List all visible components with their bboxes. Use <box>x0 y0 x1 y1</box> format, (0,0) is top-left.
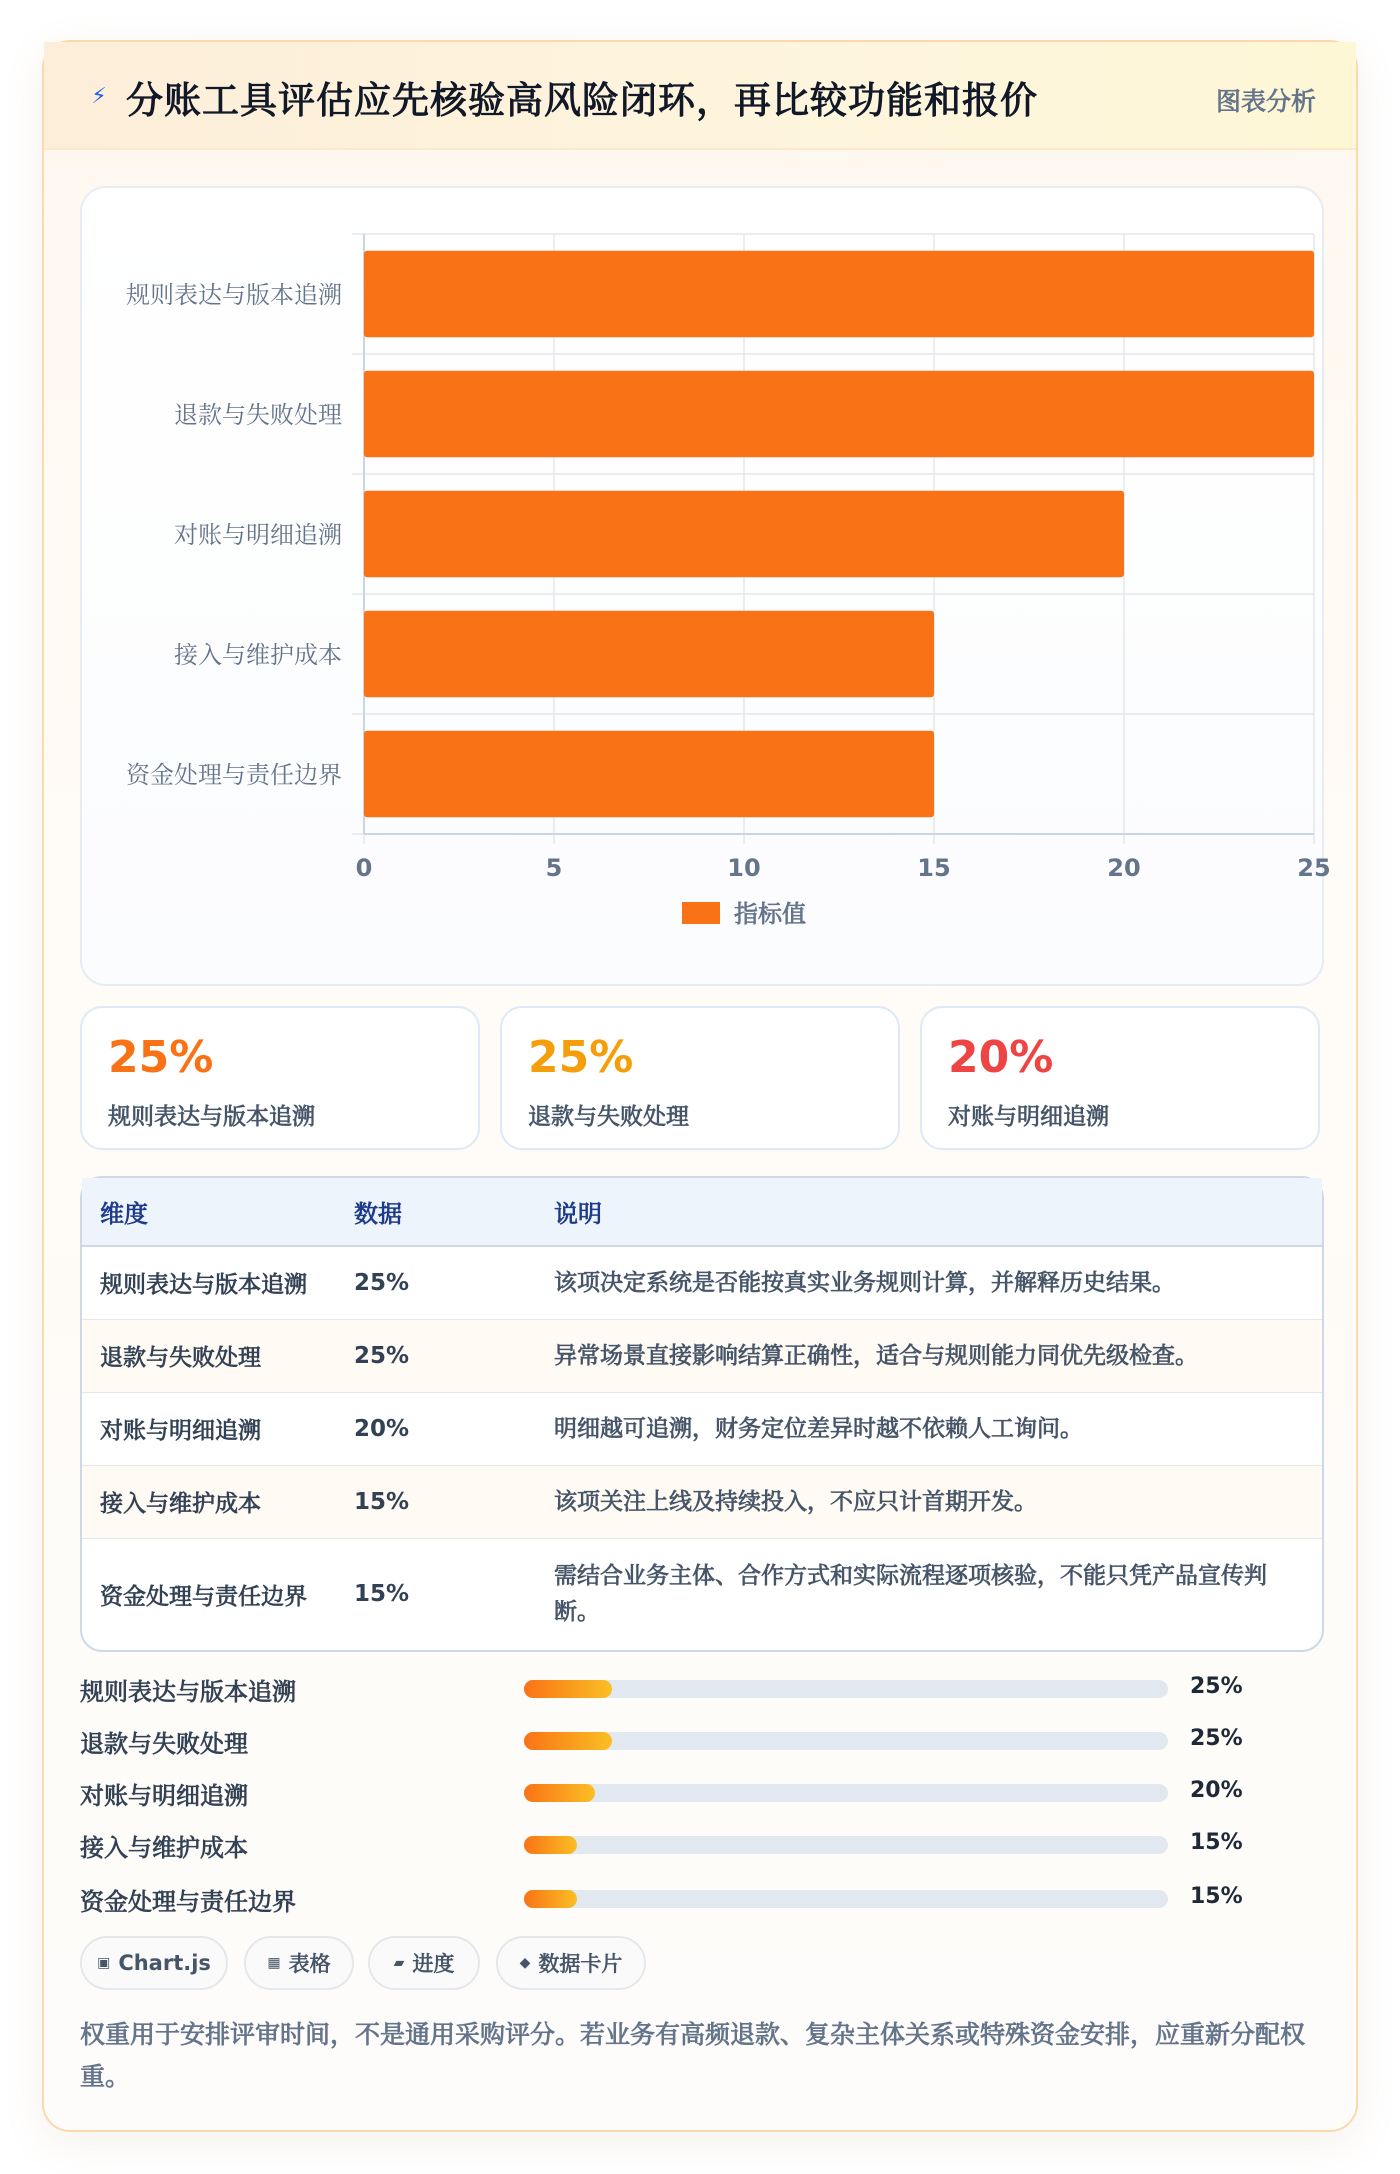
stat-card <box>920 1006 1320 1150</box>
x-tick-label: 25 <box>1297 854 1331 882</box>
diamond-icon: ◆ <box>519 1955 531 1971</box>
bar <box>364 371 1314 457</box>
table-cell: 异常场景直接影响结算正确性，适合与规则能力同优先级检查。 <box>554 1342 1198 1369</box>
table-row <box>82 1392 1322 1465</box>
bar <box>364 491 1124 577</box>
card-header <box>44 42 1356 150</box>
stat-label: 规则表达与版本追溯 <box>108 1104 315 1130</box>
bolt-icon: ⚡ <box>91 84 107 109</box>
progress-fill <box>524 1732 612 1750</box>
chip-table[interactable] <box>244 1936 354 1990</box>
progress-track <box>524 1784 1168 1802</box>
x-tick-label: 10 <box>727 854 761 882</box>
stat-card <box>500 1006 900 1150</box>
bar <box>364 611 934 697</box>
table-cell: 资金处理与责任边界 <box>100 1583 307 1610</box>
table-cell: 对账与明细追溯 <box>100 1418 261 1444</box>
table-cell: 该项决定系统是否能按真实业务规则计算，并解释历史结果。 <box>554 1269 1175 1296</box>
table-cell: 规则表达与版本追溯 <box>100 1272 307 1299</box>
progress-value: 15% <box>1190 1884 1243 1909</box>
stat-card <box>80 1006 480 1150</box>
progress-icon: ▰ <box>393 1955 405 1971</box>
progress-row <box>80 1722 1324 1758</box>
progress-value: 25% <box>1190 1726 1243 1751</box>
progress-fill <box>524 1784 595 1802</box>
chip-label: 数据卡片 <box>538 1952 623 1976</box>
y-tick-label: 资金处理与责任边界 <box>126 761 342 789</box>
y-tick-label: 规则表达与版本追溯 <box>126 281 342 309</box>
table-header-row <box>82 1178 1322 1246</box>
y-tick-label: 接入与维护成本 <box>174 641 342 669</box>
table-cell: 该项关注上线及持续投入，不应只计首期开发。 <box>554 1488 1037 1515</box>
chip-label: 进度 <box>412 1952 455 1976</box>
chip-progress[interactable] <box>368 1936 480 1990</box>
x-tick-label: 5 <box>545 854 563 882</box>
legend-label: 指标值 <box>734 900 806 928</box>
progress-fill <box>524 1836 577 1854</box>
table-cell: 25% <box>354 1342 410 1369</box>
chip-label: Chart.js <box>118 1951 211 1975</box>
progress-label: 规则表达与版本追溯 <box>80 1678 296 1706</box>
chip-data-cards[interactable] <box>496 1936 646 1990</box>
column-header: 说明 <box>554 1178 1322 1246</box>
column-header: 维度 <box>82 1178 354 1246</box>
y-tick-label: 退款与失败处理 <box>174 401 342 429</box>
progress-track <box>524 1836 1168 1854</box>
progress-row <box>80 1670 1324 1706</box>
legend-swatch <box>682 902 720 924</box>
stat-label: 退款与失败处理 <box>528 1104 689 1130</box>
table-cell: 退款与失败处理 <box>100 1345 261 1371</box>
progress-label: 接入与维护成本 <box>80 1834 248 1862</box>
chart-icon: ▣ <box>97 1955 111 1971</box>
progress-track <box>524 1680 1168 1698</box>
stat-value: 20% <box>948 1032 1054 1083</box>
progress-row <box>80 1880 1324 1916</box>
progress-value: 15% <box>1190 1830 1243 1855</box>
table-cell: 15% <box>354 1581 410 1608</box>
page-title: 分账工具评估应先核验高风险闭环，再比较功能和报价 <box>126 79 1038 122</box>
table-row <box>82 1319 1322 1392</box>
analysis-card <box>42 40 1358 2132</box>
bar-chart <box>82 188 1331 988</box>
progress-fill <box>524 1680 612 1698</box>
table-cell: 需结合业务主体、合作方式和实际流程逐项核验，不能只凭产品宣传判断。 <box>554 1563 1267 1626</box>
progress-track <box>524 1890 1168 1908</box>
data-table <box>80 1176 1324 1652</box>
progress-row <box>80 1826 1324 1862</box>
footnote: 权重用于安排评审时间，不是通用采购评分。若业务有高频退款、复杂主体关系或特殊资金安排，应重新分配权重。 <box>80 2020 1306 2091</box>
chip-chartjs[interactable] <box>80 1936 228 1990</box>
bar <box>364 731 934 817</box>
table-cell: 明细越可追溯，财务定位差异时越不依赖人工询问。 <box>554 1415 1083 1442</box>
table-row <box>82 1465 1322 1538</box>
table-icon: ▦ <box>267 1955 281 1971</box>
bar <box>364 251 1314 337</box>
category-tag: 图表分析 <box>1215 87 1316 116</box>
progress-label: 对账与明细追溯 <box>80 1782 248 1810</box>
stat-label: 对账与明细追溯 <box>948 1104 1109 1130</box>
chip-label: 表格 <box>288 1952 331 1976</box>
progress-label: 资金处理与责任边界 <box>80 1888 296 1916</box>
progress-label: 退款与失败处理 <box>80 1730 248 1758</box>
table-cell: 接入与维护成本 <box>100 1491 261 1517</box>
column-header: 数据 <box>354 1178 554 1246</box>
progress-row <box>80 1774 1324 1810</box>
table-cell: 25% <box>354 1269 410 1296</box>
x-tick-label: 0 <box>355 854 373 882</box>
progress-value: 25% <box>1190 1674 1243 1699</box>
progress-value: 20% <box>1190 1778 1243 1803</box>
table-cell: 15% <box>354 1488 410 1515</box>
progress-fill <box>524 1890 577 1908</box>
table-cell: 20% <box>354 1415 410 1442</box>
table-row <box>82 1538 1322 1650</box>
stat-value: 25% <box>108 1032 214 1083</box>
x-tick-label: 15 <box>917 854 951 882</box>
progress-track <box>524 1732 1168 1750</box>
y-tick-label: 对账与明细追溯 <box>174 521 342 549</box>
table-row <box>82 1246 1322 1319</box>
x-tick-label: 20 <box>1107 854 1141 882</box>
stat-value: 25% <box>528 1032 634 1083</box>
bar-chart-panel <box>80 186 1331 986</box>
